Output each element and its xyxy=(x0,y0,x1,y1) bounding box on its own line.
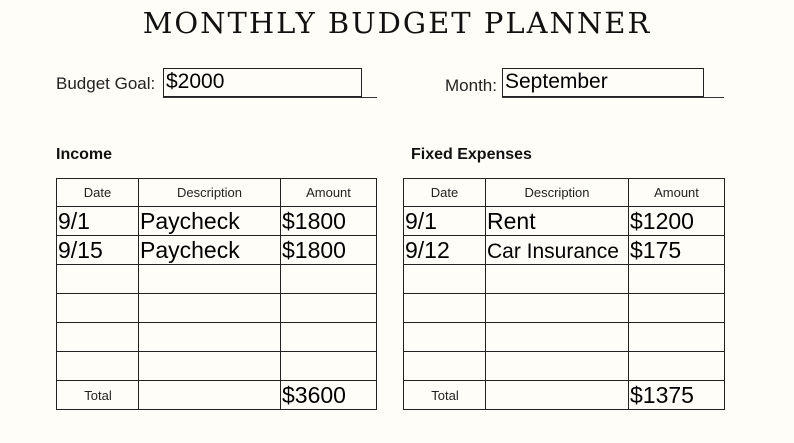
income-date-cell[interactable] xyxy=(57,352,139,381)
income-amount-cell[interactable]: $1800 xyxy=(281,207,377,236)
expense-description-cell[interactable]: Rent xyxy=(486,207,629,236)
expense-amount-cell[interactable] xyxy=(629,352,725,381)
income-total-row xyxy=(57,381,377,410)
expenses-col-date: Date xyxy=(404,179,486,207)
income-col-description: Description xyxy=(139,179,281,207)
expenses-total-value[interactable]: $1375 xyxy=(629,381,725,410)
expenses-col-amount: Amount xyxy=(629,179,725,207)
income-amount-cell[interactable] xyxy=(281,265,377,294)
fixed-expenses-table xyxy=(403,178,725,410)
page-title: MONTHLY BUDGET PLANNER xyxy=(142,6,652,40)
budget-goal-underline xyxy=(163,97,377,98)
expense-date-cell[interactable] xyxy=(404,265,486,294)
income-total-value[interactable]: $3600 xyxy=(281,381,377,410)
expense-amount-cell[interactable] xyxy=(629,323,725,352)
expense-date-cell[interactable] xyxy=(404,323,486,352)
income-total-label: Total xyxy=(57,381,139,410)
expense-date-cell[interactable]: 9/1 xyxy=(404,207,486,236)
month-underline xyxy=(502,97,724,98)
table-row xyxy=(57,294,377,323)
income-col-amount: Amount xyxy=(281,179,377,207)
expense-description-cell[interactable] xyxy=(486,265,629,294)
expenses-header-row xyxy=(404,179,725,207)
month-label: Month: xyxy=(445,76,497,95)
expense-description-cell[interactable] xyxy=(486,352,629,381)
income-total-spacer xyxy=(139,381,281,410)
income-table xyxy=(56,178,377,410)
table-row xyxy=(404,207,725,236)
expense-description-cell[interactable]: Car Insurance xyxy=(486,236,629,265)
income-description-cell[interactable] xyxy=(139,294,281,323)
expense-amount-cell[interactable]: $1200 xyxy=(629,207,725,236)
table-row xyxy=(404,236,725,265)
fixed-expenses-heading: Fixed Expenses xyxy=(411,146,532,163)
table-row xyxy=(57,265,377,294)
expense-description-cell[interactable] xyxy=(486,294,629,323)
income-amount-cell[interactable]: $1800 xyxy=(281,236,377,265)
budget-goal-field[interactable]: $2000 xyxy=(163,68,362,97)
expense-amount-cell[interactable] xyxy=(629,294,725,323)
income-header-row xyxy=(57,179,377,207)
income-date-cell[interactable] xyxy=(57,265,139,294)
table-row xyxy=(404,323,725,352)
expenses-total-row xyxy=(404,381,725,410)
table-row xyxy=(57,352,377,381)
expense-date-cell[interactable]: 9/12 xyxy=(404,236,486,265)
expense-date-cell[interactable] xyxy=(404,294,486,323)
income-date-cell[interactable]: 9/15 xyxy=(57,236,139,265)
income-description-cell[interactable] xyxy=(139,265,281,294)
income-description-cell[interactable] xyxy=(139,323,281,352)
table-row xyxy=(57,207,377,236)
expenses-total-spacer xyxy=(486,381,629,410)
income-description-cell[interactable]: Paycheck xyxy=(139,207,281,236)
expenses-total-label: Total xyxy=(404,381,486,410)
table-row xyxy=(404,265,725,294)
income-col-date: Date xyxy=(57,179,139,207)
income-date-cell[interactable] xyxy=(57,323,139,352)
income-date-cell[interactable] xyxy=(57,294,139,323)
expense-date-cell[interactable] xyxy=(404,352,486,381)
table-row xyxy=(57,236,377,265)
income-heading: Income xyxy=(56,146,113,163)
expenses-col-description: Description xyxy=(486,179,629,207)
income-description-cell[interactable] xyxy=(139,352,281,381)
expense-description-cell[interactable] xyxy=(486,323,629,352)
income-amount-cell[interactable] xyxy=(281,323,377,352)
income-description-cell[interactable]: Paycheck xyxy=(139,236,281,265)
income-amount-cell[interactable] xyxy=(281,352,377,381)
table-row xyxy=(404,352,725,381)
income-amount-cell[interactable] xyxy=(281,294,377,323)
income-date-cell[interactable]: 9/1 xyxy=(57,207,139,236)
budget-goal-label: Budget Goal: xyxy=(56,74,156,93)
table-row xyxy=(57,323,377,352)
month-field[interactable]: September xyxy=(502,68,704,97)
expense-amount-cell[interactable] xyxy=(629,265,725,294)
table-row xyxy=(404,294,725,323)
expense-amount-cell[interactable]: $175 xyxy=(629,236,725,265)
